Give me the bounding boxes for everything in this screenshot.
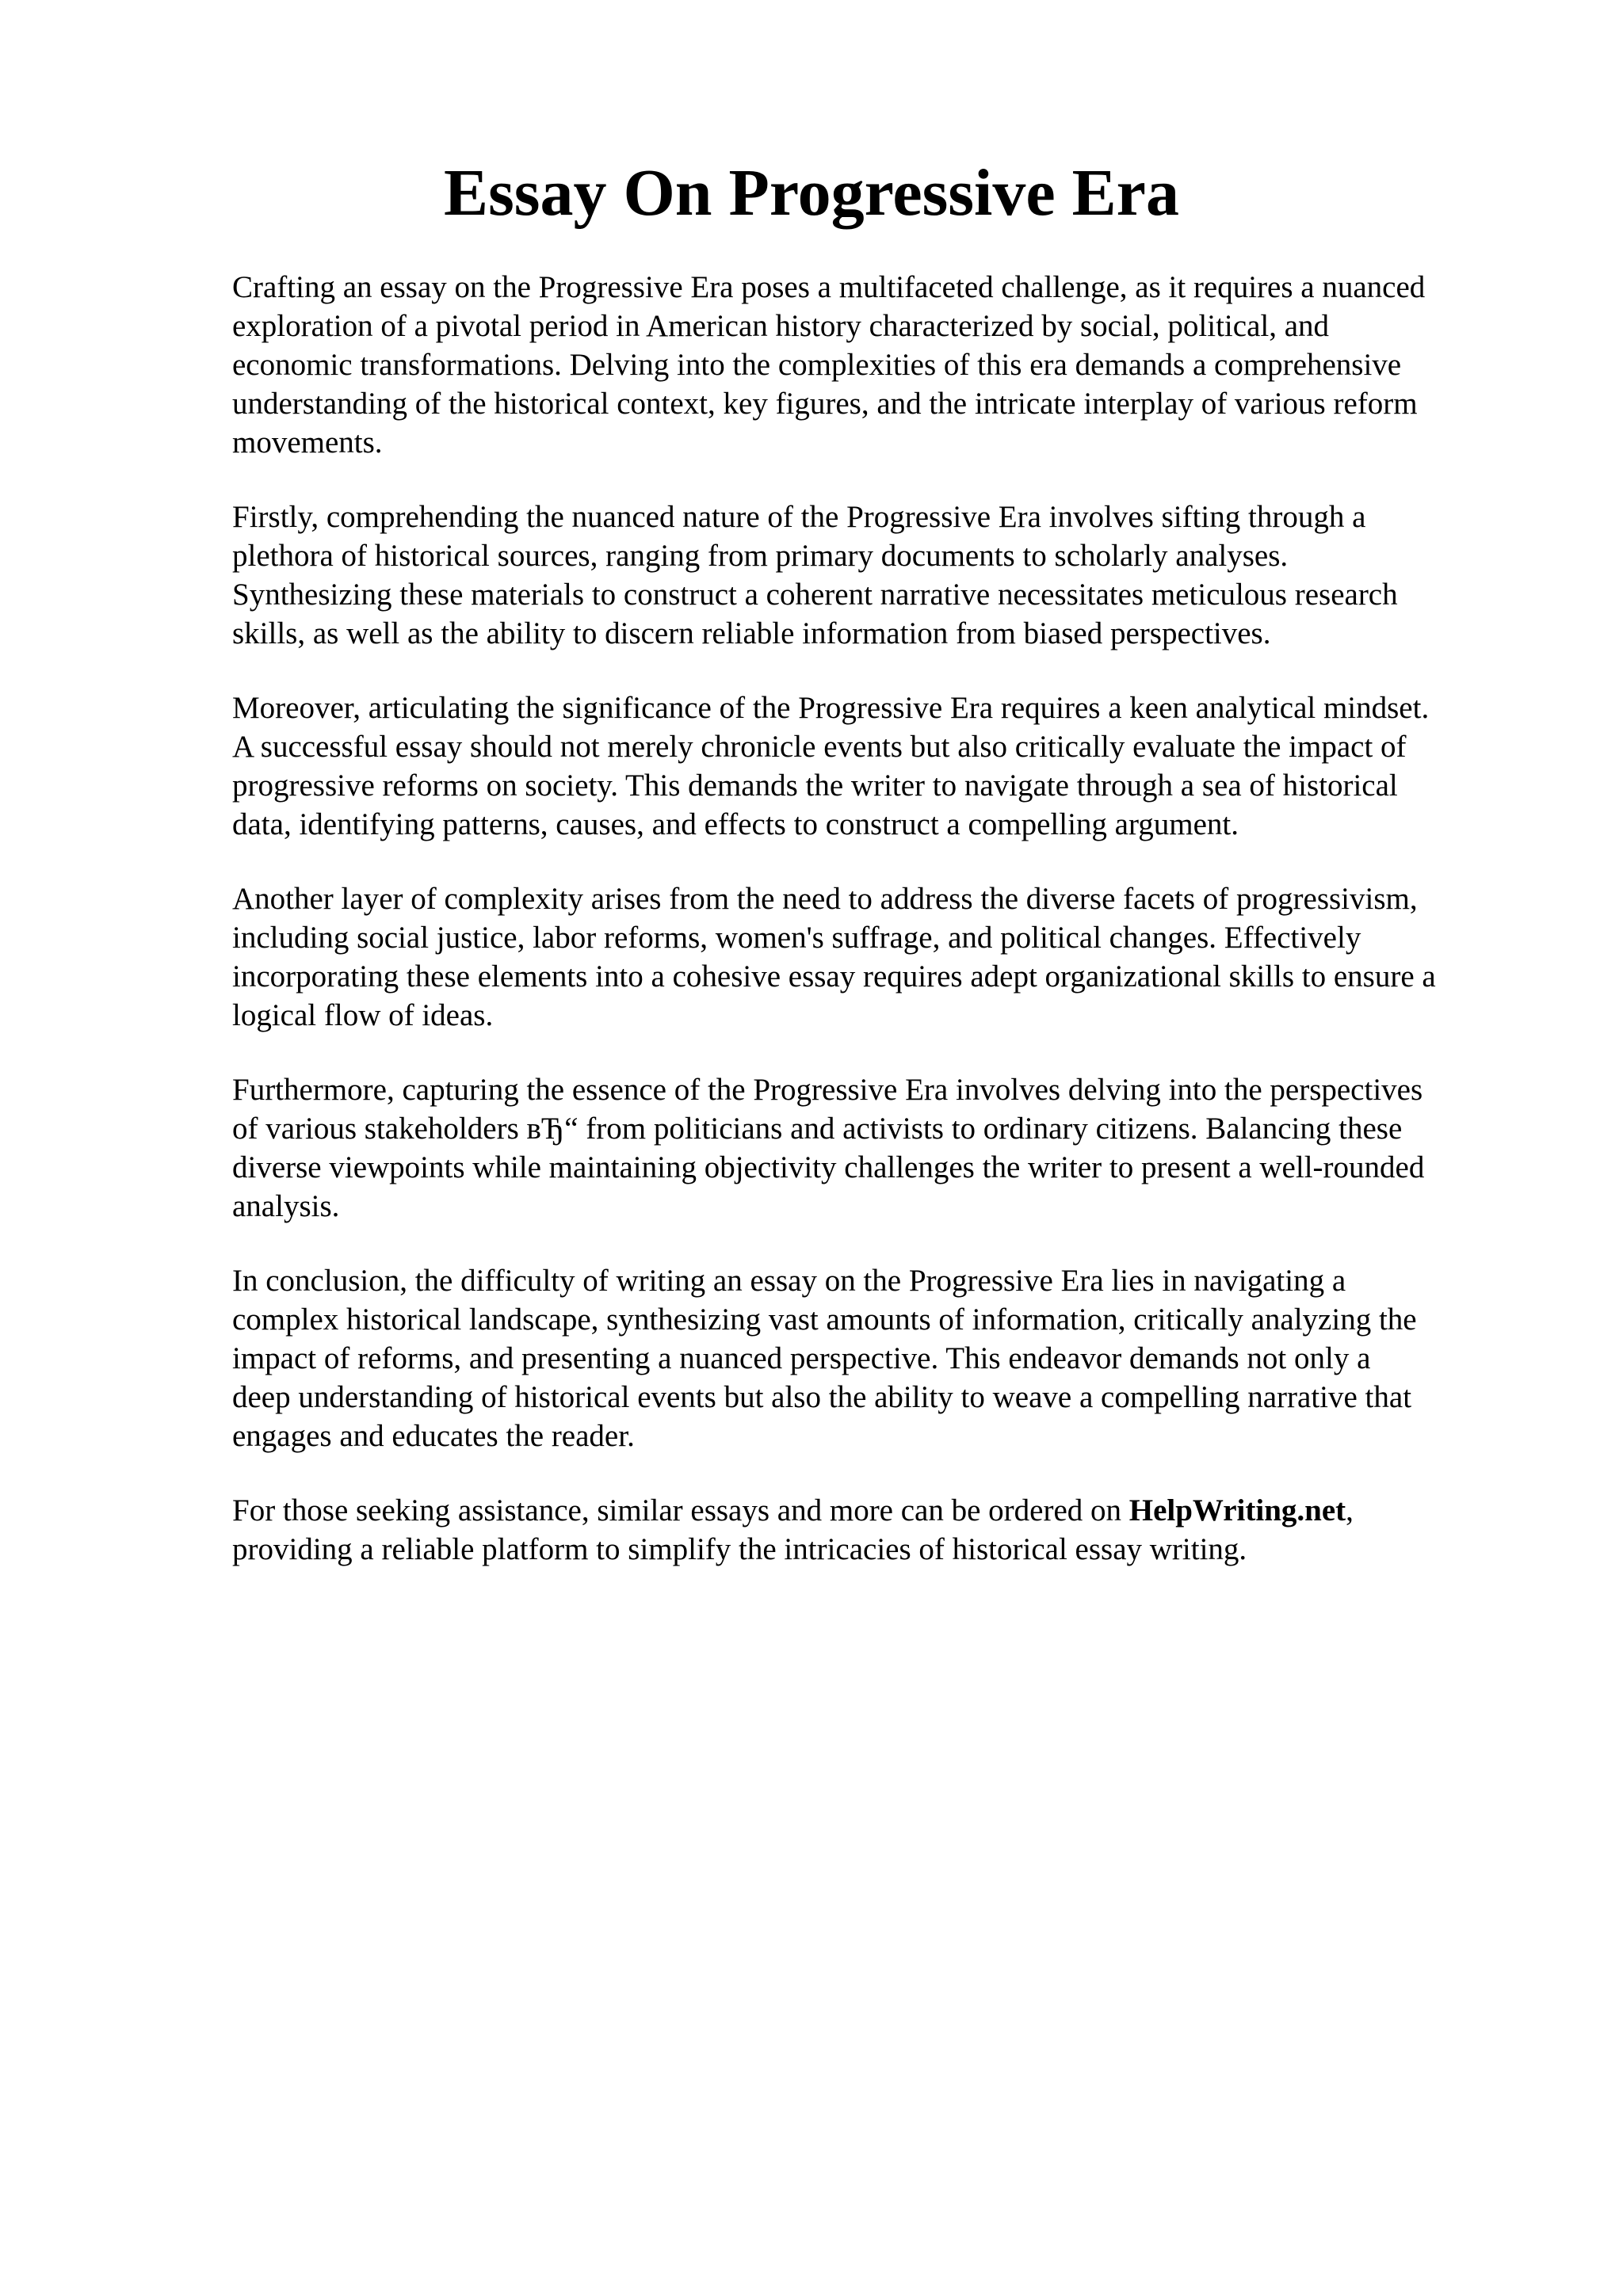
paragraph-5 bbox=[232, 1070, 1532, 1226]
closing-paragraph bbox=[232, 1491, 1532, 1569]
paragraph-line: incorporating these elements into a cohesive essay requires adept organizational skills to ensure a bbox=[232, 959, 1436, 994]
closing-line-1 bbox=[232, 1491, 1532, 1530]
paragraph-line: Moreover, articulating the significance of the Progressive Era requires a keen analytical mindset. bbox=[232, 691, 1430, 725]
paragraph-line: plethora of historical sources, ranging from primary documents to scholarly analyses. bbox=[232, 539, 1289, 573]
paragraph-line: movements. bbox=[232, 425, 383, 460]
paragraph-line: Synthesizing these materials to construct a coherent narrative necessitates meticulous research bbox=[232, 578, 1398, 612]
helpwriting-link[interactable]: HelpWriting.net bbox=[1128, 1493, 1346, 1527]
paragraph-line: diverse viewpoints while maintaining objectivity challenges the writer to present a well-rounded bbox=[232, 1150, 1425, 1184]
paragraph-line: of various stakeholders вЂ“ from politicians and activists to ordinary citizens. Balancing these bbox=[232, 1112, 1403, 1146]
paragraph-line: engages and educates the reader. bbox=[232, 1419, 635, 1453]
paragraph-1 bbox=[232, 268, 1532, 462]
paragraph-line: Furthermore, capturing the essence of the Progressive Era involves delving into the perspectives bbox=[232, 1073, 1423, 1107]
closing-comma: , bbox=[1346, 1493, 1354, 1527]
document-title: Essay On Progressive Era bbox=[444, 156, 1179, 230]
paragraph-line: logical flow of ideas. bbox=[232, 998, 494, 1032]
paragraph-line: A successful essay should not merely chronicle events but also critically evaluate the impact of bbox=[232, 730, 1407, 764]
paragraph-2 bbox=[232, 498, 1532, 653]
paragraph-line: complex historical landscape, synthesizing vast amounts of information, critically analyzing the bbox=[232, 1302, 1417, 1337]
paragraph-line: deep understanding of historical events but also the ability to weave a compelling narrative that bbox=[232, 1380, 1412, 1414]
paragraph-6 bbox=[232, 1261, 1532, 1455]
paragraph-line: Crafting an essay on the Progressive Era poses a multifaceted challenge, as it requires a nuanced bbox=[232, 270, 1426, 304]
document-body bbox=[232, 268, 1532, 1604]
closing-line-2: providing a reliable platform to simplify the intricacies of historical essay writing. bbox=[232, 1532, 1247, 1566]
paragraph-line: Another layer of complexity arises from the need to address the diverse facets of progressivism, bbox=[232, 882, 1418, 916]
paragraph-line: impact of reforms, and presenting a nuanced perspective. This endeavor demands not only a bbox=[232, 1341, 1371, 1375]
paragraph-line: skills, as well as the ability to discern reliable information from biased perspectives. bbox=[232, 616, 1271, 650]
paragraph-3 bbox=[232, 688, 1532, 844]
paragraph-line: progressive reforms on society. This demands the writer to navigate through a sea of historical bbox=[232, 769, 1398, 803]
paragraph-line: In conclusion, the difficulty of writing an essay on the Progressive Era lies in navigating a bbox=[232, 1264, 1346, 1298]
paragraph-line: exploration of a pivotal period in American history characterized by social, political, and bbox=[232, 309, 1330, 343]
paragraph-line: economic transformations. Delving into the complexities of this era demands a comprehensive bbox=[232, 348, 1402, 382]
paragraph-line: analysis. bbox=[232, 1189, 340, 1223]
paragraph-line: data, identifying patterns, causes, and effects to construct a compelling argument. bbox=[232, 807, 1239, 841]
paragraph-line: understanding of the historical context, key figures, and the intricate interplay of various reform bbox=[232, 387, 1418, 421]
paragraph-line: Firstly, comprehending the nuanced nature of the Progressive Era involves sifting through a bbox=[232, 500, 1366, 534]
paragraph-line: including social justice, labor reforms, women's suffrage, and political changes. Effectively bbox=[232, 921, 1361, 955]
paragraph-4 bbox=[232, 879, 1532, 1035]
closing-text: For those seeking assistance, similar essays and more can be ordered on bbox=[232, 1493, 1129, 1527]
